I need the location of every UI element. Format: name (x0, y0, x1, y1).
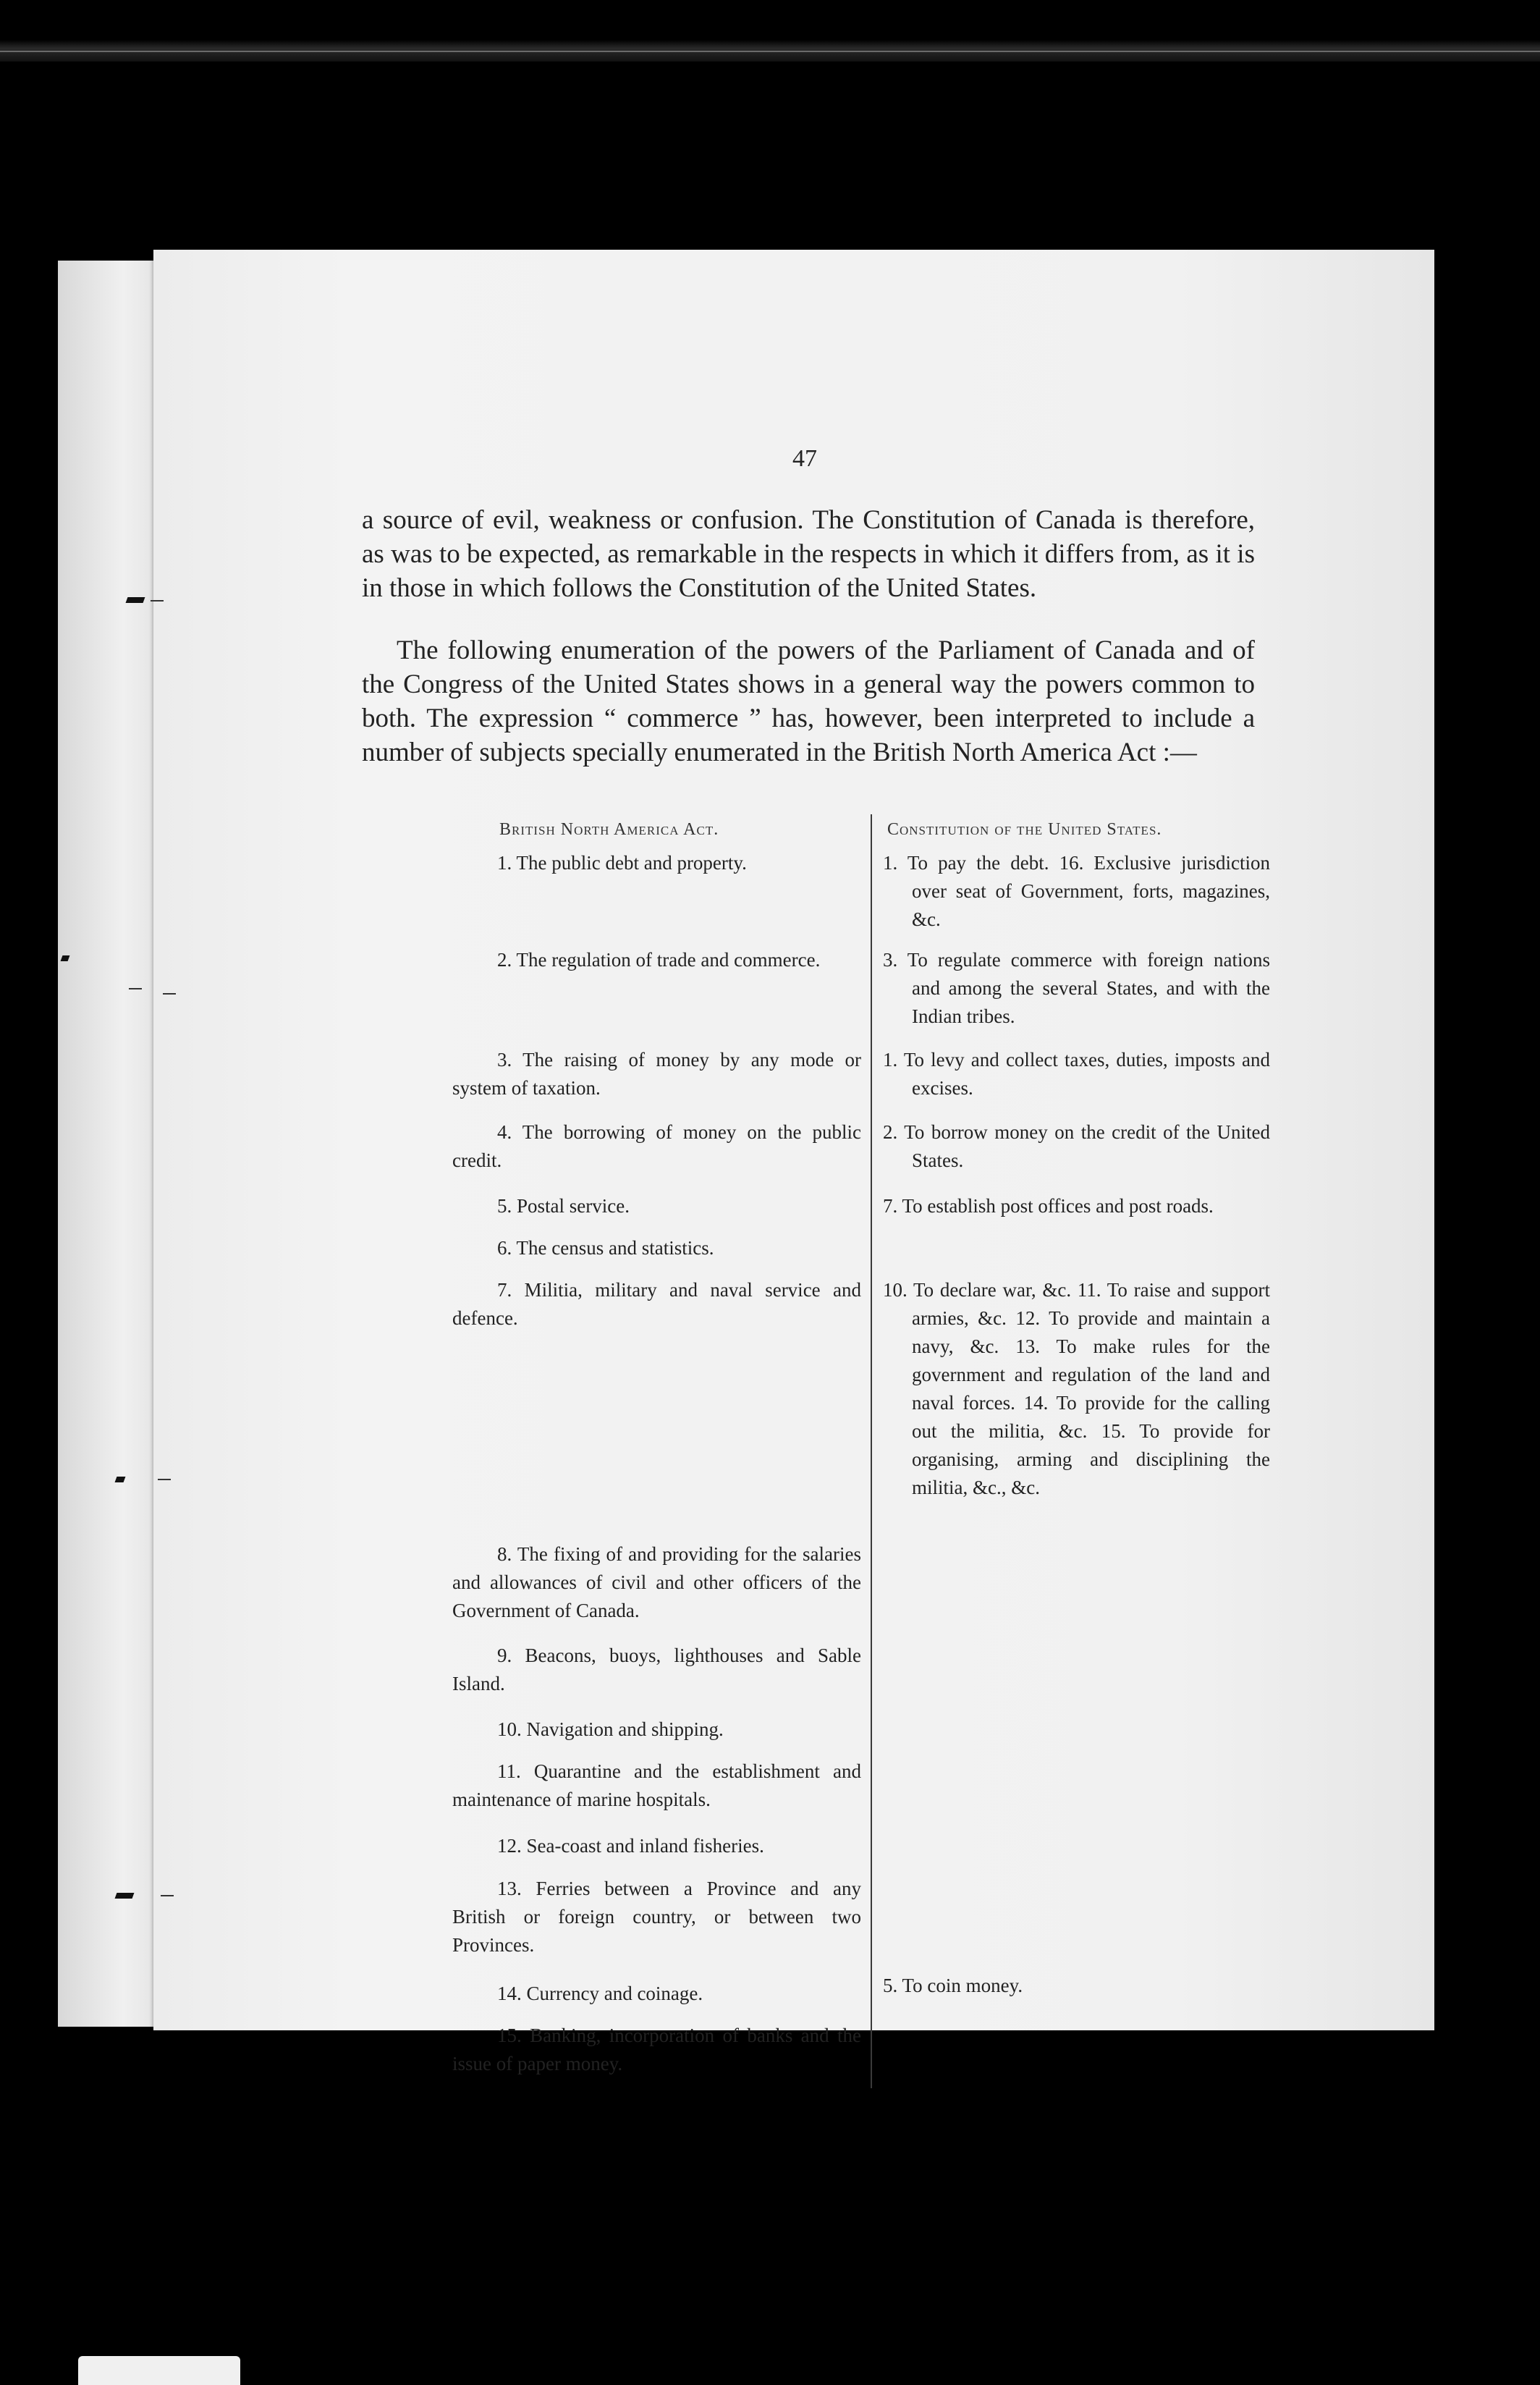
item-text: 10. To declare war, &c. 11. To raise and support armies, &c. 12. To provide and maintain a navy, &c. 13. To make rules for the government and regulation of the land and naval forces. 14. To provide for the calling out the militia, &c. 15. To provide for organising, arming and disciplining the militia, &c., &c. (883, 1279, 1270, 1498)
item-text: 3. The raising of money by any mode or system of taxation. (452, 1049, 861, 1099)
item-text: 1. The public debt and property. (497, 852, 747, 874)
margin-mark (158, 1479, 171, 1480)
left-list-item (452, 1276, 861, 1333)
left-list-item (452, 1234, 861, 1262)
left-list-item (452, 1875, 861, 1959)
item-text: 6. The census and statistics. (497, 1237, 714, 1259)
item-text: 7. Militia, military and naval service and defence. (452, 1279, 861, 1329)
item-text: 3. To regulate commerce with foreign nations and among the several States, and with the Indian tribes. (883, 949, 1270, 1027)
left-list-item (452, 1980, 861, 2008)
right-list-item (883, 1276, 1270, 1502)
item-text: 1. To levy and collect taxes, duties, imposts and excises. (883, 1049, 1270, 1099)
right-list-item (883, 946, 1270, 1031)
item-text: 2. To borrow money on the credit of the United States. (883, 1121, 1270, 1171)
item-text: 8. The fixing of and providing for the salaries and allowances of civil and other officers of the Government of Canada. (452, 1543, 861, 1621)
left-list-item (452, 1540, 861, 1625)
left-list-item (452, 1757, 861, 1814)
margin-mark (129, 988, 142, 989)
paragraph: a source of evil, weakness or confusion. The Constitution of Canada is therefore, as was to be expected, as remarkable in the respects in which it differs from, as it is in those in which follows the Constitution of the United States. (362, 505, 1255, 603)
page-number: 47 (792, 445, 817, 472)
left-column-header: British North America Act. (499, 820, 719, 839)
right-column-header: Constitution of the United States. (887, 820, 1162, 839)
left-list-item (452, 1046, 861, 1102)
left-list-item (452, 2022, 861, 2078)
film-label (78, 2356, 240, 2385)
item-text: 5. Postal service. (497, 1195, 630, 1217)
right-list-item (883, 849, 1270, 934)
left-list-item (452, 1832, 861, 1860)
right-list-item (883, 1046, 1270, 1102)
item-text: 15. Banking, incorporation of banks and the issue of paper money. (452, 2025, 861, 2074)
item-text: 5. To coin money. (883, 1975, 1023, 1996)
left-list-item (452, 849, 861, 877)
margin-mark (161, 1895, 174, 1896)
paragraph: The following enumeration of the powers of the Parliament of Canada and of the Congress of the United States shows in a general way the powers common to both. The expression “ commerce ” has, however, been interpreted to include a number of subjects specially enumerated in the British North America Act :— (362, 636, 1255, 767)
left-list-item (452, 1642, 861, 1698)
item-text: 1. To pay the debt. 16. Exclusive jurisdiction over seat of Government, forts, magazines, &c. (883, 852, 1270, 930)
column-divider (871, 814, 872, 2088)
item-text: 14. Currency and coinage. (497, 1983, 703, 2004)
item-text: 10. Navigation and shipping. (497, 1718, 724, 1740)
item-text: 11. Quarantine and the establishment and maintenance of marine hospitals. (452, 1760, 861, 1810)
film-top-line (0, 51, 1540, 52)
item-text: 4. The borrowing of money on the public credit. (452, 1121, 861, 1171)
item-text: 12. Sea-coast and inland fisheries. (497, 1835, 764, 1857)
item-text: 13. Ferries between a Province and any British or foreign country, or between two Provinces. (452, 1878, 861, 1956)
left-list-item (452, 1715, 861, 1744)
margin-mark (115, 1893, 135, 1899)
item-text: 9. Beacons, buoys, lighthouses and Sable Island. (452, 1645, 861, 1694)
left-list-item (452, 946, 861, 974)
margin-mark (163, 993, 176, 995)
left-list-item (452, 1192, 861, 1220)
item-text: 7. To establish post offices and post roads. (883, 1195, 1214, 1217)
margin-mark (126, 597, 145, 603)
margin-mark (151, 600, 164, 601)
book-spine (58, 261, 166, 2027)
item-text: 2. The regulation of trade and commerce. (497, 949, 821, 971)
right-list-item (883, 1118, 1270, 1175)
right-list-item (883, 1192, 1270, 1220)
right-list-item (883, 1972, 1270, 2000)
left-list-item (452, 1118, 861, 1175)
